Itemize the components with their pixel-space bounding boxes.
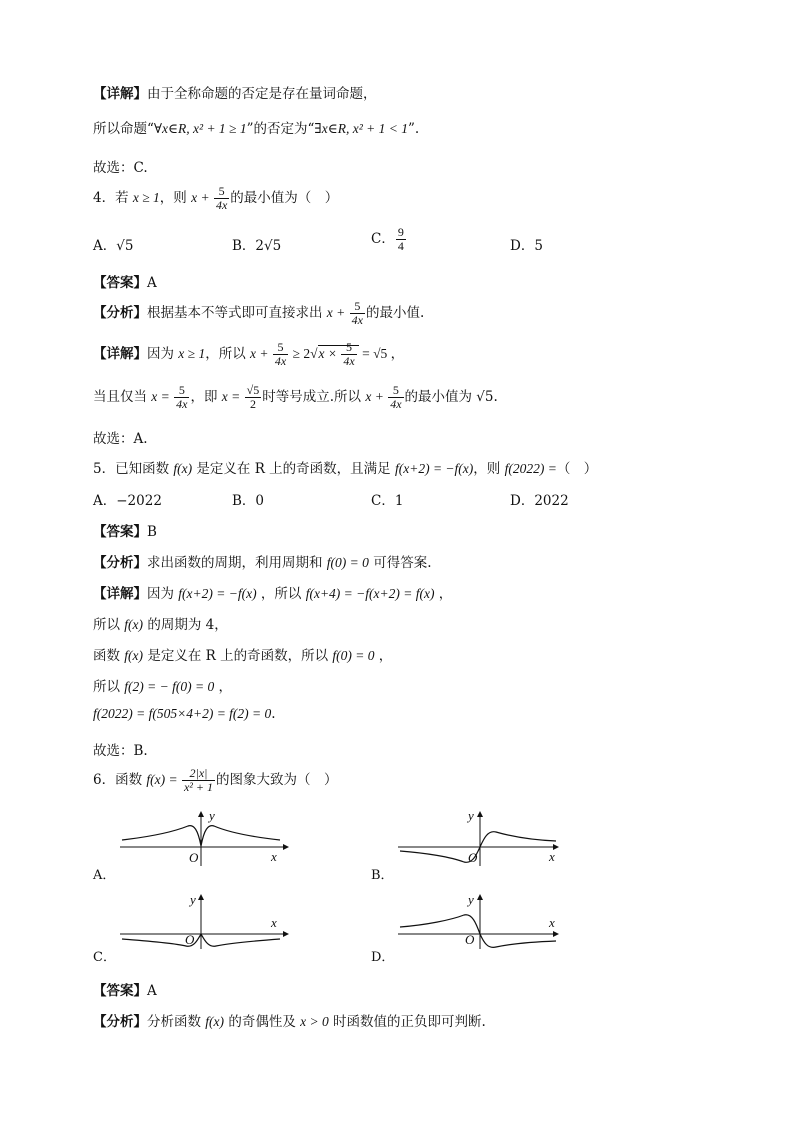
square-root: √x × $\frac{5}{4x}$ [310, 345, 359, 361]
graph-b [396, 810, 571, 868]
detail-tag: 【详解】 [93, 86, 147, 102]
text: ，所以 [256, 586, 306, 602]
graph-c-label: C． [93, 950, 116, 965]
option-label: C． [371, 231, 395, 247]
x-label: x [549, 915, 555, 930]
origin-label: O [185, 932, 195, 947]
analysis-tag: 【分析】 [93, 305, 147, 321]
math-expression: x ≥ 1 [132, 190, 160, 205]
denominator: 4x [390, 397, 402, 411]
negation-line [93, 117, 419, 137]
q5-detail-2 [93, 613, 228, 633]
x-axis-arrow [283, 931, 289, 937]
answer-value: B [147, 524, 157, 540]
q5-option-b: B．0 [232, 493, 265, 509]
origin-label: O [468, 850, 478, 865]
x-label: x [271, 915, 277, 930]
text: 当且仅当 [93, 389, 152, 405]
q5-answer [93, 520, 157, 540]
q4-option-a: A．√5 [93, 238, 134, 254]
text: ”的否定为“ [246, 121, 315, 137]
q5-option-d: D．2022 [510, 493, 569, 509]
math-expression: f(2022) = f(505×4+2) = f(2) = 0 [93, 706, 272, 721]
fraction [341, 341, 356, 368]
denominator: 2 [249, 397, 256, 411]
math-expression: ≥ 2 [289, 346, 311, 361]
math-expression: x + [365, 389, 388, 404]
text: 的周期为 4， [143, 617, 228, 633]
text: 因为 [147, 586, 179, 602]
text: ”. [407, 121, 420, 137]
q4-analysis [93, 300, 424, 327]
text: 4．若 [93, 190, 133, 206]
text: 的奇偶性及 [224, 1014, 301, 1030]
question-5 [93, 457, 597, 477]
denominator: 4 [397, 239, 404, 253]
fraction [214, 185, 229, 212]
answer-select-line: 故选：C. [93, 160, 148, 176]
math-expression: x + [191, 190, 213, 205]
fraction [245, 384, 262, 411]
numerator: 5 [214, 185, 229, 199]
answer-tag: 【答案】 [93, 524, 147, 540]
fraction [350, 300, 365, 327]
text: 的最小值为（ ） [230, 190, 339, 206]
numerator: 2|x| [182, 767, 215, 781]
math-expression: f(x+2) = −f(x) [178, 586, 257, 601]
text: 的最小值为 √5. [404, 389, 498, 405]
text: 因为 [147, 346, 179, 362]
y-label: y [190, 892, 196, 907]
answer-tag: 【答案】 [93, 275, 147, 291]
detail-line-1 [93, 82, 377, 102]
numerator: 5 [174, 384, 189, 398]
y-label: y [468, 892, 474, 907]
math-expression: f(0) = 0 [326, 555, 369, 570]
denominator: 4x [351, 313, 363, 327]
graph-a-label: A． [93, 868, 116, 883]
graph-d-label: D． [371, 950, 395, 965]
math-expression: f(x) = [146, 772, 181, 787]
origin-label: O [465, 932, 475, 947]
y-label: y [468, 808, 474, 823]
analysis-tag: 【分析】 [93, 555, 147, 571]
q5-detail-1 [93, 582, 452, 602]
q5-option-c: C．1 [371, 493, 404, 509]
math-expression: f(x) [124, 648, 144, 663]
math-expression: f(x+4) = −f(x+2) = f(x) [305, 586, 435, 601]
math-expression: f(x) [124, 617, 144, 632]
x-label: x [549, 849, 555, 864]
y-label: y [209, 808, 215, 823]
text: （ ） [556, 461, 598, 477]
x-axis-arrow [283, 844, 289, 850]
y-axis-arrow [477, 811, 483, 817]
math-expression: x ≥ 1 [178, 346, 206, 361]
origin-label: O [189, 850, 199, 865]
numerator: 5 [350, 300, 365, 314]
y-axis-arrow [477, 894, 483, 900]
fraction [273, 341, 288, 368]
denominator: 4x [176, 397, 188, 411]
answer-value: A [147, 983, 157, 999]
math-expression: ∀x∈R, x² + 1 ≥ 1 [153, 121, 247, 136]
answer-value: A [147, 275, 157, 291]
text: ，则 [473, 461, 505, 477]
text: 所以 [93, 679, 125, 695]
denominator: 4x [215, 198, 228, 212]
math-expression: x + [326, 305, 349, 320]
math-expression: x × [318, 346, 341, 361]
q4-answer [93, 271, 157, 291]
math-expression: = √5 ， [358, 346, 405, 361]
math-expression: x + [250, 346, 272, 361]
text: 分析函数 [147, 1014, 206, 1030]
analysis-tag: 【分析】 [93, 1014, 147, 1030]
q5-select: 故选：B. [93, 743, 148, 759]
q5-analysis [93, 551, 432, 571]
q5-detail-4 [93, 675, 232, 695]
math-expression: x > 0 [300, 1014, 329, 1029]
denominator: 4x [274, 354, 287, 368]
math-expression: f(2022) = [504, 461, 557, 476]
numerator: 5 [273, 341, 288, 355]
x-axis-arrow [553, 931, 559, 937]
denominator: x² + 1 [183, 780, 214, 794]
numerator: √5 [246, 383, 260, 397]
y-axis-arrow [198, 811, 204, 817]
q4-detail [93, 341, 404, 368]
math-expression: x = [221, 389, 244, 404]
numerator: 9 [397, 225, 404, 239]
q5-option-a: A．−2022 [93, 493, 162, 509]
detail-text: 由于全称命题的否定是存在量词命题， [147, 86, 377, 102]
text: 是定义在 R 上的奇函数，所以 [143, 648, 333, 664]
graph-a [118, 810, 293, 868]
text: 时等号成立.所以 [262, 389, 366, 405]
text: 所以 [93, 617, 125, 633]
q4-select: 故选：A. [93, 431, 148, 447]
q6-answer [93, 979, 157, 999]
question-4 [93, 185, 338, 212]
y-axis-arrow [198, 894, 204, 900]
curve [400, 915, 556, 948]
text: 的图象大致为（ ） [216, 772, 338, 788]
text: ，所以 [205, 346, 250, 362]
q4-option-b: B．2√5 [232, 238, 282, 254]
detail-tag: 【详解】 [93, 346, 147, 362]
denominator: 4x [343, 354, 355, 369]
graph-b-label: B． [371, 868, 394, 883]
text: 求出函数的周期，利用周期和 [147, 555, 327, 571]
text: ， [374, 648, 393, 664]
text: ，即 [190, 389, 222, 405]
text: . [271, 706, 276, 722]
text: ，则 [159, 190, 192, 206]
text: 根据基本不等式即可直接求出 [147, 305, 327, 321]
x-label: x [271, 849, 277, 864]
text: 函数 [93, 648, 125, 664]
q6-analysis [93, 1010, 486, 1030]
math-expression: f(x) [173, 461, 193, 476]
fraction [388, 384, 403, 411]
text: 时函数值的正负即可判断. [328, 1014, 486, 1030]
text: ， [214, 679, 233, 695]
math-expression: f(0) = 0 [332, 648, 375, 663]
fraction [396, 226, 406, 253]
text: 6．函数 [93, 772, 147, 788]
math-expression: f(x) [205, 1014, 225, 1029]
math-expression: f(x+2) = −f(x) [394, 461, 474, 476]
numerator: 5 [388, 384, 403, 398]
text: 的最小值. [365, 305, 425, 321]
text: 是定义在 R 上的奇函数，且满足 [192, 461, 395, 477]
q5-detail-3 [93, 644, 392, 664]
question-6 [93, 767, 338, 794]
detail-tag: 【详解】 [93, 586, 147, 602]
math-expression: f(2) = − f(0) = 0 [124, 679, 215, 694]
numerator: 5 [341, 341, 356, 355]
answer-tag: 【答案】 [93, 983, 147, 999]
q4-equality [93, 384, 498, 411]
text: ， [434, 586, 453, 602]
fraction [182, 767, 215, 794]
q5-detail-5 [93, 706, 276, 722]
graph-d [396, 893, 571, 951]
math-expression: x = [151, 389, 174, 404]
q4-option-d: D．5 [510, 238, 543, 254]
text: 可得答案. [368, 555, 432, 571]
math-expression: ∃x∈R, x² + 1 < 1 [314, 121, 408, 136]
text: 所以命题“ [93, 121, 154, 137]
q4-option-c [371, 226, 407, 253]
text: 5．已知函数 [93, 461, 174, 477]
radicand [318, 340, 359, 369]
fraction [174, 384, 189, 411]
graph-c [118, 893, 293, 951]
